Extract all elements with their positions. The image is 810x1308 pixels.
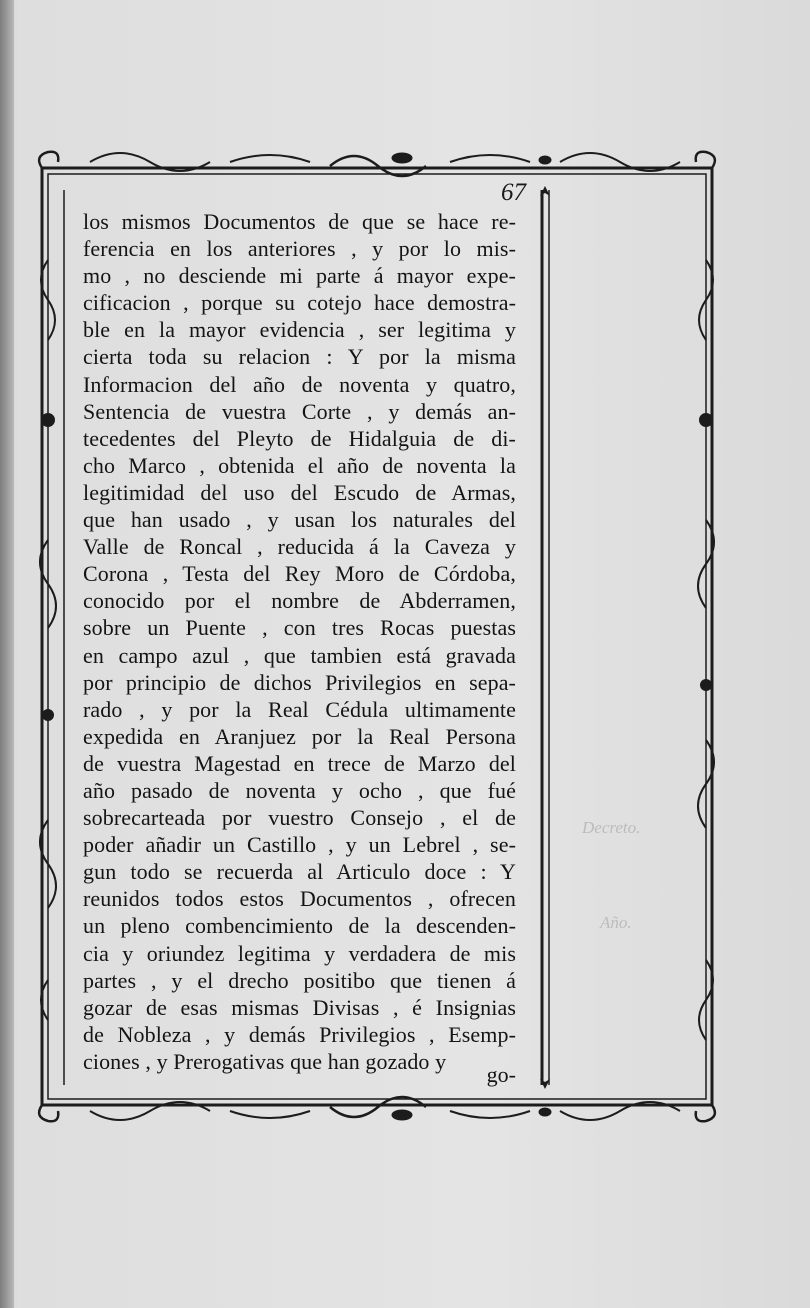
text-line: cificacion , porque su cotejo hace demostra- xyxy=(83,290,516,316)
show-through-mark: Año. xyxy=(600,913,632,932)
text-line: sobre un Puente , con tres Rocas puestas xyxy=(83,615,516,641)
text-line: en campo azul , que tambien está gravada xyxy=(83,642,516,668)
catchword: go- xyxy=(486,1062,516,1087)
text-line: gun todo se recuerda al Articulo doce : Y xyxy=(83,859,516,885)
text-line: tecedentes del Pleyto de Hidalguia de di- xyxy=(83,425,516,451)
text-line: por principio de dichos Privilegios en sepa- xyxy=(83,669,516,695)
text-line: cho Marco , obtenida el año de noventa la xyxy=(83,452,516,478)
text-line: poder añadir un Castillo , y un Lebrel , se- xyxy=(83,832,516,858)
text-line: Sentencia de vuestra Corte , y demás an- xyxy=(83,398,516,424)
text-line: Valle de Roncal , reducida á la Caveza y xyxy=(83,534,516,560)
text-line: ble en la mayor evidencia , ser legitima y xyxy=(83,317,516,343)
page-number: 67 xyxy=(501,179,526,206)
text-line: reunidos todos estos Documentos , ofrecen xyxy=(83,886,516,912)
text-line: conocido por el nombre de Abderramen, xyxy=(83,588,516,614)
text-line: los mismos Documentos de que se hace re- xyxy=(83,209,516,234)
text-line: que han usado , y usan los naturales del xyxy=(83,507,516,533)
text-line: Corona , Testa del Rey Moro de Córdoba, xyxy=(83,561,516,587)
text-line: partes , y el drecho positibo que tienen á xyxy=(83,967,516,993)
show-through-mark: Decreto. xyxy=(582,818,641,837)
text-line: expedida en Aranjuez por la Real Persona xyxy=(83,723,516,749)
text-line: legitimidad del uso del Escudo de Armas, xyxy=(83,479,516,505)
body-text xyxy=(83,208,516,1075)
text-line: cierta toda su relacion : Y por la misma xyxy=(83,344,516,370)
text-line: un pleno combencimiento de la descenden- xyxy=(83,913,516,939)
text-line: gozar de esas mismas Divisas , é Insignias xyxy=(83,994,516,1020)
text-line: sobrecarteada por vuestro Consejo , el de xyxy=(83,805,516,831)
text-line: de vuestra Magestad en trece de Marzo del xyxy=(83,750,516,776)
text-line: de Nobleza , y demás Privilegios , Esemp- xyxy=(83,1021,516,1047)
text-line: Informacion del año de noventa y quatro, xyxy=(83,371,516,397)
text-line: cia y oriundez legitima y verdadera de mis xyxy=(83,940,516,966)
text-line: año pasado de noventa y ocho , que fué xyxy=(83,777,516,803)
text-line: rado , y por la Real Cédula ultimamente xyxy=(83,696,516,722)
text-line: ferencia en los anteriores , y por lo mis- xyxy=(83,236,516,262)
text-line: ciones , y Prerogativas que han gozado y xyxy=(83,1048,447,1074)
text-line: mo , no desciende mi parte á mayor expe- xyxy=(83,263,516,289)
